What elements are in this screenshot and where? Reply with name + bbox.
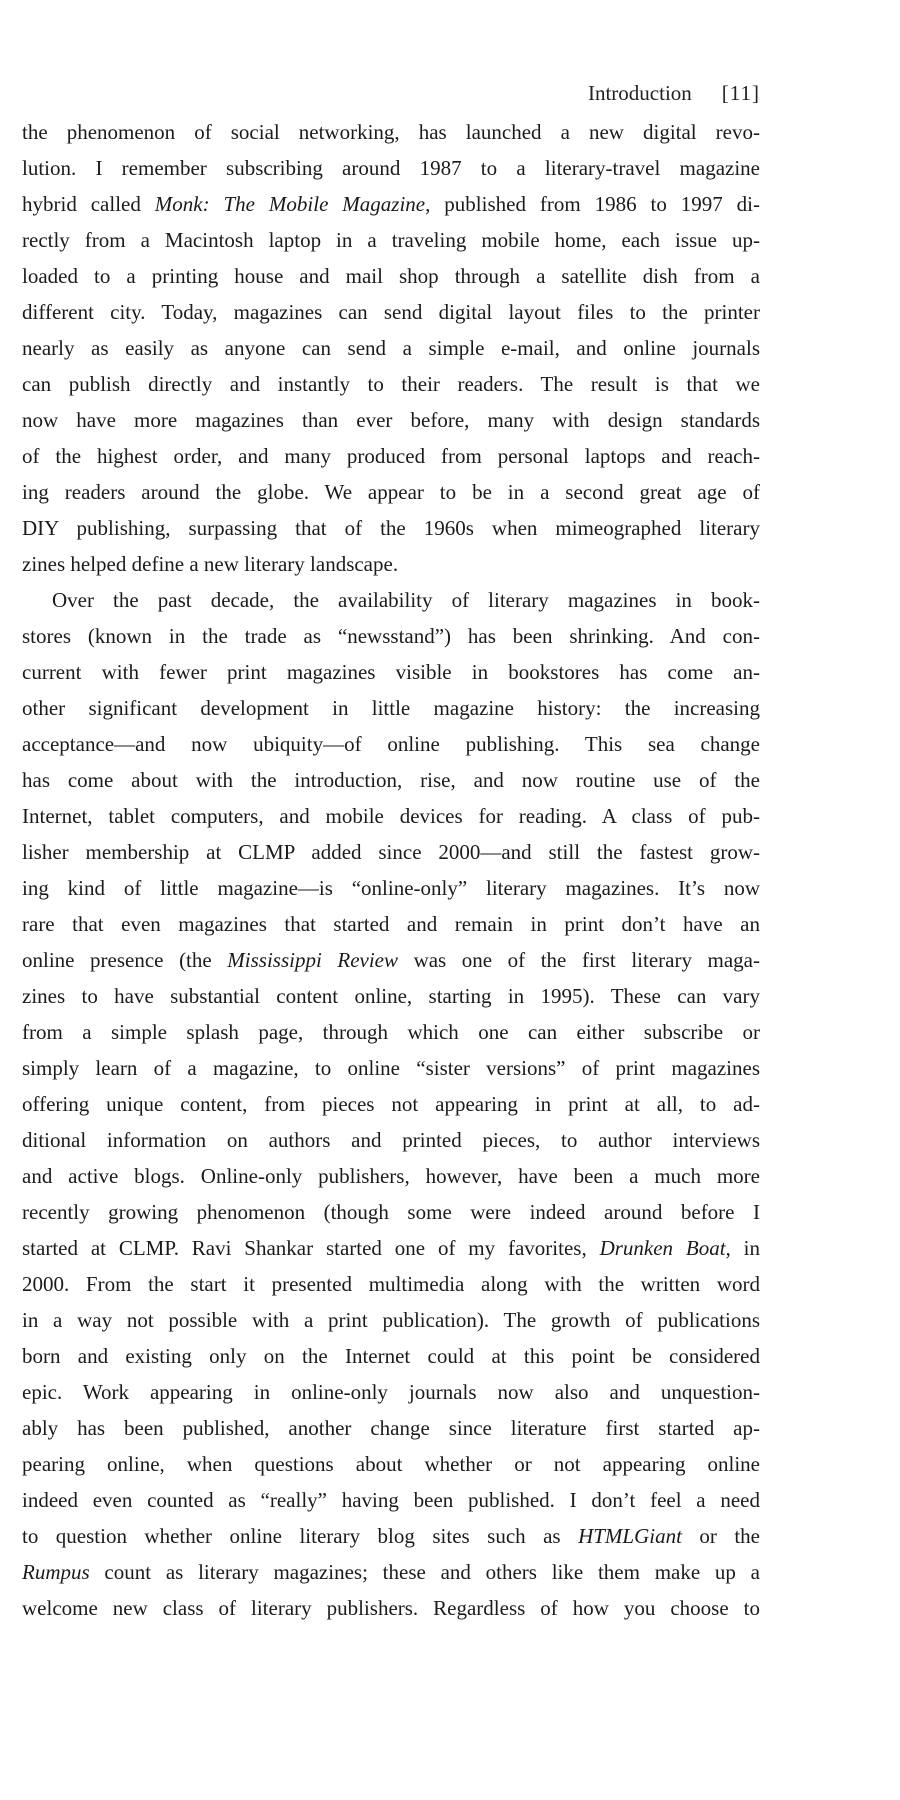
text-run: of the highest order, and many produced from personal laptops and reach- [22,444,760,468]
text-line [22,1590,760,1626]
text-run: zines helped define a new literary landscape. [22,552,399,576]
text-run: different city. Today, magazines can send digital layout files to the printer [22,300,760,324]
text-run: rectly from a Macintosh laptop in a traveling mobile home, each issue up- [22,228,760,252]
text-line [22,1266,760,1302]
text-run: in [730,1236,760,1260]
text-line [22,366,760,402]
text-run: lution. I remember subscribing around 1987 to a literary-travel magazine [22,156,760,180]
italic-title: Rumpus [22,1560,90,1584]
text-line [22,978,760,1014]
text-run: online presence (the [22,948,228,972]
text-line [22,798,760,834]
text-run: to question whether online literary blog sites such as [22,1524,579,1548]
text-line [22,906,760,942]
text-line [22,1086,760,1122]
text-run: welcome new class of literary publishers. Regardless of how you choose to [22,1596,760,1620]
text-run: stores (known in the trade as “newsstand”) has been shrinking. And con- [22,624,760,648]
text-line [22,294,760,330]
text-line [22,834,760,870]
text-line [22,1158,760,1194]
text-run: published from 1986 to 1997 di- [430,192,760,216]
text-run: loaded to a printing house and mail shop through a satellite dish from a [22,264,760,288]
text-run: the phenomenon of social networking, has launched a new digital revo- [22,120,760,144]
text-line [22,942,760,978]
text-line [22,1482,760,1518]
text-line [22,654,760,690]
page-body-text [22,114,760,1626]
text-run: rare that even magazines that started and remain in print don’t have an [22,912,760,936]
text-line [22,1446,760,1482]
text-line [22,1518,760,1554]
text-run: ing kind of little magazine—is “online-only” literary magazines. It’s now [22,876,760,900]
text-run: lisher membership at CLMP added since 2000—and still the fastest grow- [22,840,760,864]
text-run: ably has been published, another change since literature first started ap- [22,1416,760,1440]
running-head [22,80,760,106]
text-run: can publish directly and instantly to their readers. The result is that we [22,372,760,396]
text-run: current with fewer print magazines visible in bookstores has come an- [22,660,760,684]
text-line [22,1374,760,1410]
text-line [22,474,760,510]
text-line [22,1410,760,1446]
text-run: other significant development in little magazine history: the increasing [22,696,760,720]
text-line [22,150,760,186]
italic-title: HTMLGiant [578,1524,682,1548]
text-line [22,402,760,438]
text-line [22,114,760,150]
text-run: epic. Work appearing in online-only journals now also and unquestion- [22,1380,760,1404]
page-number: [11] [721,81,760,105]
italic-title: Drunken Boat, [599,1236,731,1260]
text-line [22,546,760,582]
text-line [22,1338,760,1374]
text-run: was one of the first literary maga- [398,948,760,972]
italic-title: Mississippi Review [227,948,398,972]
text-run: acceptance—and now ubiquity—of online publishing. This sea change [22,732,760,756]
text-line [22,1194,760,1230]
text-run: nearly as easily as anyone can send a simple e-mail, and online journals [22,336,760,360]
text-line [22,1554,760,1590]
text-run: ing readers around the globe. We appear to be in a second great age of [22,480,760,504]
text-run: recently growing phenomenon (though some were indeed around before I [22,1200,760,1224]
text-line [22,222,760,258]
text-run: count as literary magazines; these and others like them make up a [89,1560,760,1584]
text-run: born and existing only on the Internet could at this point be considered [22,1344,760,1368]
paragraph [22,582,760,1626]
italic-title: Monk: The Mobile Magazine, [154,192,431,216]
text-line [22,1014,760,1050]
section-title: Introduction [587,81,692,105]
text-line [22,438,760,474]
text-line [22,1050,760,1086]
text-line [22,726,760,762]
paragraph [22,114,760,582]
text-run: simply learn of a magazine, to online “sister versions” of print magazines [22,1056,760,1080]
text-run: started at CLMP. Ravi Shankar started one of my favorites, [22,1236,600,1260]
text-run: pearing online, when questions about whether or not appearing online [22,1452,760,1476]
text-line [22,186,760,222]
text-line [22,582,760,618]
text-line [22,330,760,366]
text-run: offering unique content, from pieces not appearing in print at all, to ad- [22,1092,760,1116]
text-line [22,690,760,726]
text-run: in a way not possible with a print publication). The growth of publications [22,1308,760,1332]
text-line [22,1122,760,1158]
text-run: DIY publishing, surpassing that of the 1960s when mimeographed literary [22,516,760,540]
text-line [22,510,760,546]
text-line [22,618,760,654]
text-run: ditional information on authors and printed pieces, to author interviews [22,1128,760,1152]
text-run: Internet, tablet computers, and mobile devices for reading. A class of pub- [22,804,760,828]
text-run: hybrid called [22,192,155,216]
text-run: from a simple splash page, through which one can either subscribe or [22,1020,760,1044]
text-line [22,1230,760,1266]
text-line [22,1302,760,1338]
text-run: or the [681,1524,760,1548]
text-line [22,870,760,906]
text-run: zines to have substantial content online, starting in 1995). These can vary [22,984,760,1008]
text-run: 2000. From the start it presented multimedia along with the written word [22,1272,760,1296]
text-line [22,258,760,294]
text-run: has come about with the introduction, rise, and now routine use of the [22,768,760,792]
text-run: indeed even counted as “really” having been published. I don’t feel a need [22,1488,760,1512]
text-run: now have more magazines than ever before, many with design standards [22,408,760,432]
text-run: Over the past decade, the availability of literary magazines in book- [52,588,760,612]
text-run: and active blogs. Online-only publishers, however, have been a much more [22,1164,760,1188]
text-line [22,762,760,798]
